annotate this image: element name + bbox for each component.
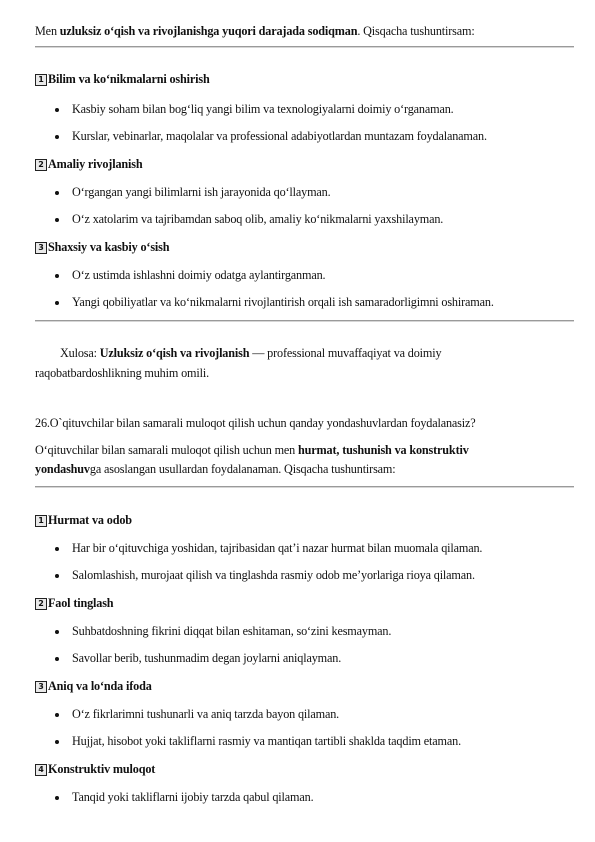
bullet-icon: [55, 796, 59, 800]
bullet-icon: [55, 547, 59, 551]
number-2-icon: 2: [35, 598, 47, 610]
section2-heading-1: [35, 513, 132, 528]
conclusion-prefix: Xulosa:: [60, 346, 100, 360]
bullet-icon: [55, 713, 59, 717]
list-item-text: Har bir o‘qituvchiga yoshidan, tajribasidan qat’i nazar hurmat bilan muomala qilaman.: [72, 541, 483, 555]
conclusion-line-2: raqobatbardoshlikning muhim omili.: [35, 366, 209, 380]
heading-text: Faol tinglash: [48, 596, 114, 610]
conclusion-line-1: [60, 346, 441, 361]
heading-text: Konstruktiv muloqot: [48, 762, 156, 776]
bullet-icon: [55, 301, 59, 305]
list-item-text: Yangi qobiliyatlar va ko‘nikmalarni rivojlantirish orqali ish samaradorligimni oshiraman.: [72, 295, 494, 309]
conclusion-suffix: — professional muvaffaqiyat va doimiy: [249, 346, 442, 360]
bullet-icon: [55, 218, 59, 222]
number-1-icon: 1: [35, 515, 47, 527]
list-item-text: Tanqid yoki takliflarni ijobiy tarzda qabul qilaman.: [72, 790, 314, 804]
divider: [35, 320, 574, 322]
list-item-text: Hujjat, hisobot yoki takliflarni rasmiy va mantiqan tartibli shaklda taqdim etaman.: [72, 734, 461, 748]
bullet-icon: [55, 274, 59, 278]
list-item-text: O‘z xatolarim va tajribamdan saboq olib, amaliy ko‘nikmalarni yaxshilayman.: [72, 212, 444, 226]
conclusion-bold: Uzluksiz o‘qish va rivojlanish: [99, 346, 250, 360]
section1-heading-3: [35, 240, 169, 255]
answer-bold: hurmat, tushunish va konstruktiv: [298, 443, 469, 457]
answer-bold: yondashuv: [35, 462, 90, 476]
heading-text: Aniq va lo‘nda ifoda: [48, 679, 152, 693]
bullet-icon: [55, 740, 59, 744]
list-item-text: O‘z fikrlarimni tushunarli va aniq tarzda bayon qilaman.: [72, 707, 340, 721]
section1-heading-2: [35, 157, 142, 172]
bullet-icon: [55, 135, 59, 139]
list-item-text: O‘rgangan yangi bilimlarni ish jarayonida qo‘llayman.: [72, 185, 331, 199]
number-3-icon: 3: [35, 681, 47, 693]
heading-text: Amaliy rivojlanish: [48, 157, 143, 171]
bullet-icon: [55, 630, 59, 634]
heading-text: Hurmat va odob: [48, 513, 132, 527]
section1-heading-1: [35, 72, 210, 87]
section2-heading-3: [35, 679, 152, 694]
intro-suffix: . Qisqacha tushuntirsam:: [357, 24, 475, 38]
intro-bold: uzluksiz o‘qish va rivojlanishga yuqori darajada sodiqman: [59, 24, 358, 38]
bullet-icon: [55, 657, 59, 661]
number-1-icon: 1: [35, 74, 47, 86]
list-item-text: Salomlashish, murojaat qilish va tinglashda rasmiy odob me’yorlariga rioya qilaman.: [72, 568, 475, 582]
divider: [35, 46, 574, 48]
bullet-icon: [55, 191, 59, 195]
intro-prefix: Men: [35, 24, 60, 38]
list-item-text: Kasbiy soham bilan bog‘liq yangi bilim va texnologiyalarni doimiy o‘rganaman.: [72, 102, 454, 116]
bullet-icon: [55, 108, 59, 112]
list-item-text: Savollar berib, tushunmadim degan joylarni aniqlayman.: [72, 651, 342, 665]
number-2-icon: 2: [35, 159, 47, 171]
number-4-icon: 4: [35, 764, 47, 776]
section2-heading-4: [35, 762, 155, 777]
section2-heading-2: [35, 596, 113, 611]
answer-line-2: [35, 462, 396, 477]
answer-suffix: ga asoslangan usullardan foydalanaman. Qisqacha tushuntirsam:: [89, 462, 396, 476]
answer-line-1: [35, 443, 469, 458]
list-item-text: O‘z ustimda ishlashni doimiy odatga aylantirganman.: [72, 268, 326, 282]
divider: [35, 486, 574, 488]
bullet-icon: [55, 574, 59, 578]
heading-text: Shaxsiy va kasbiy o‘sish: [48, 240, 170, 254]
question-title: 26.O`qituvchilar bilan samarali muloqot qilish uchun qanday yondashuvlardan foydalanasiz?: [35, 416, 476, 430]
heading-text: Bilim va ko‘nikmalarni oshirish: [48, 72, 210, 86]
intro-paragraph: [35, 24, 475, 39]
answer-prefix: O‘qituvchilar bilan samarali muloqot qilish uchun men: [35, 443, 299, 457]
list-item-text: Kurslar, vebinarlar, maqolalar va professional adabiyotlardan muntazam foydalanaman.: [72, 129, 487, 143]
number-3-icon: 3: [35, 242, 47, 254]
list-item-text: Suhbatdoshning fikrini diqqat bilan eshitaman, so‘zini kesmayman.: [72, 624, 392, 638]
